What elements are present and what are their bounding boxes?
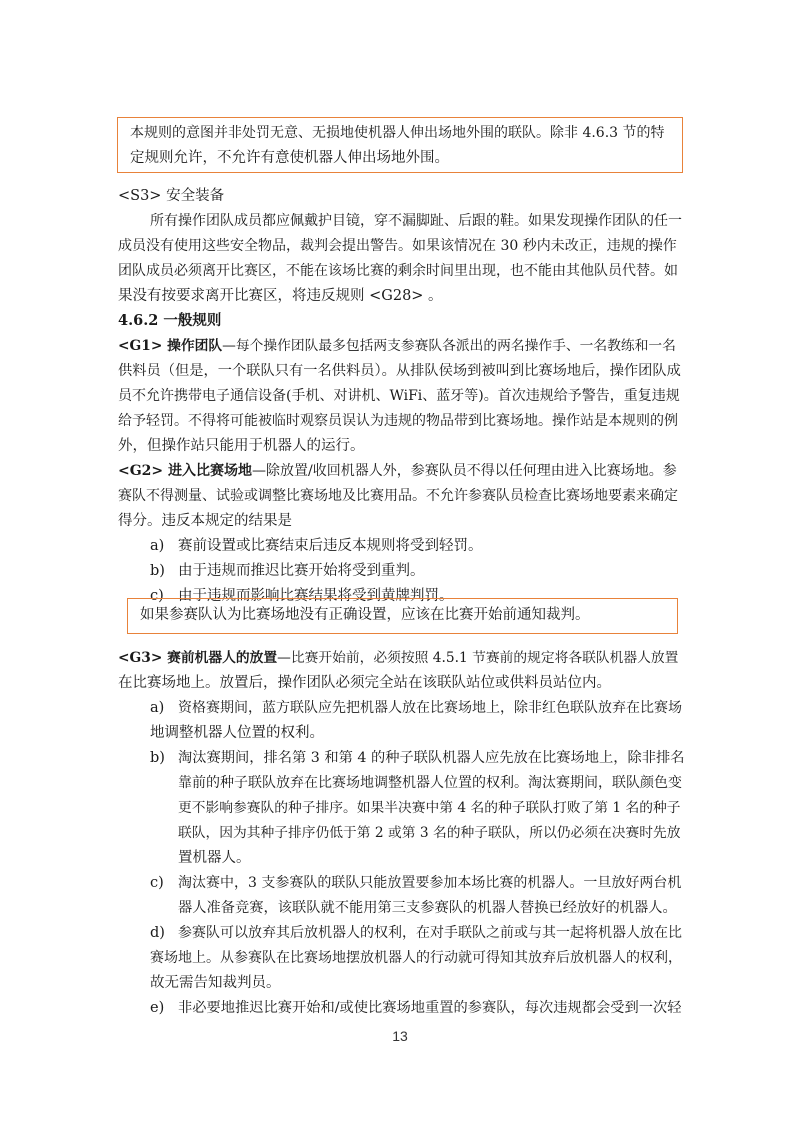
s3-heading-text: <S3> 安全装备: [118, 188, 225, 204]
list-marker: a): [150, 538, 165, 554]
list-item-line: 非必要地推迟比赛开始和/或使比赛场地重置的参赛队，每次违规都会受到一次轻: [178, 1000, 682, 1016]
list-item-line: 故无需告知裁判员。: [150, 975, 281, 991]
g2-first-line: [118, 461, 677, 481]
list-item-text: 由于违规而推迟比赛开始将受到重判。: [178, 563, 425, 579]
g1-line: —每个操作团队最多包括两支参赛队各派出的两名操作手、一名教练和一名: [222, 338, 676, 354]
list-item-line: 地调整机器人位置的权利。: [150, 725, 324, 741]
list-item-line: 器人准备竞赛，该联队就不能用第三支参赛队的机器人替换已经放好的机器人。: [178, 900, 677, 916]
list-item-text: 赛前设置或比赛结束后违反本规则将受到轻罚。: [178, 538, 483, 554]
g3-first-line: [118, 648, 678, 668]
g3-line: —比赛开始前，必须按照 4.5.1 节赛前的规定将各联队机器人放置: [277, 650, 679, 666]
s3-line: 所有操作团队成员都应佩戴护目镜，穿不漏脚趾、后跟的鞋。如果发现操作团队的任一: [150, 213, 682, 229]
page-number: 13: [392, 1028, 408, 1044]
g3-line: 在比赛场地上。放置后，操作团队必须完全站在该联队站位或供料员站位内。: [118, 675, 611, 691]
list-marker: c): [150, 588, 164, 604]
list-item-line: 赛场地上。从参赛队在比赛场地摆放机器人的行动就可得知其放弃后放机器人的权利，: [150, 950, 682, 966]
g2-item: [150, 561, 425, 581]
g2-item: [150, 536, 483, 556]
section-heading: 4.6.2 一般规则: [118, 312, 222, 329]
note-box-intent: [117, 117, 683, 173]
g1-line: 员不允许携带电子通信设备(手机、对讲机、WiFi、蓝牙等)。首次违规给予警告，重复违规: [118, 388, 680, 404]
list-marker: b): [150, 563, 165, 579]
g2-line: —除放置/收回机器人外，参赛队员不得以任何理由进入比赛场地。参: [252, 463, 677, 479]
list-item-line: 资格赛期间，蓝方联队应先把机器人放在比赛场地上，除非红色联队放弃在比赛场: [178, 700, 682, 716]
note-box-field-setup: [127, 598, 678, 634]
list-item-line: 靠前的种子联队放弃在比赛场地调整机器人位置的权利。淘汰赛期间，联队颜色变: [178, 775, 682, 791]
list-item-line: 淘汰赛期间，排名第 3 和第 4 的种子联队机器人应先放在比赛场地上，除非排名: [178, 750, 685, 766]
s3-line: 果没有按要求离开比赛区，将违反规则 <G28> 。: [118, 288, 443, 304]
list-item-line: 淘汰赛中，3 支参赛队的联队只能放置要参加本场比赛的机器人。一旦放好两台机: [178, 875, 682, 891]
list-marker: c): [150, 875, 164, 891]
g1-label: <G1> 操作团队: [118, 338, 223, 354]
list-marker: b): [150, 750, 165, 766]
list-item-line: 置机器人。: [178, 850, 251, 866]
g2-line: 得分。违反本规定的结果是: [118, 513, 292, 529]
note-line: 本规则的意图并非处罚无意、无损地使机器人伸出场地外围的联队。除非 4.6.3 节的特: [130, 125, 665, 141]
g3-label: <G3> 赛前机器人的放置: [118, 650, 278, 666]
s3-heading: [118, 186, 224, 206]
list-item-text: 由于违规而影响比赛结果将受到黄牌判罚。: [178, 588, 454, 604]
list-item-line: 联队，因为其种子排序仍低于第 2 或第 3 名的种子联队，所以仍必须在决赛时先放: [178, 825, 681, 841]
note-line: 定规则允许，不允许有意使机器人伸出场地外围。: [130, 150, 449, 166]
g1-first-line: [118, 336, 676, 356]
g1-line: 给予轻罚。不得将可能被临时观察员误认为违规的物品带到比赛场地。操作站是本规则的例: [118, 413, 678, 429]
g2-line: 赛队不得测量、试验或调整比赛场地及比赛用品。不允许参赛队员检查比赛场地要素来确定: [118, 488, 678, 504]
list-marker: d): [150, 925, 165, 941]
s3-line: 成员没有使用这些安全物品，裁判会提出警告。如果该情况在 30 秒内未改正，违规的操作: [118, 238, 677, 254]
list-item-line: 参赛队可以放弃其后放机器人的权利，在对手联队之前或与其一起将机器人放在比: [178, 925, 682, 941]
g1-line: 外，但操作站只能用于机器人的运行。: [118, 438, 365, 454]
note-line: 如果参赛队认为比赛场地没有正确设置，应该在比赛开始前通知裁判。: [140, 607, 590, 623]
list-item-line: 更不影响参赛队的种子排序。如果半决赛中第 4 名的种子联队打败了第 1 名的种子: [178, 800, 681, 816]
s3-line: 团队成员必须离开比赛区，不能在该场比赛的剩余时间里出现，也不能由其他队员代替。如: [118, 263, 678, 279]
list-marker: a): [150, 700, 165, 716]
list-marker: e): [150, 1000, 165, 1016]
g1-line: 供料员（但是，一个联队只有一名供料员）。从排队侯场到被叫到比赛场地后，操作团队成: [118, 363, 681, 379]
g2-label: <G2> 进入比赛场地: [118, 463, 253, 479]
